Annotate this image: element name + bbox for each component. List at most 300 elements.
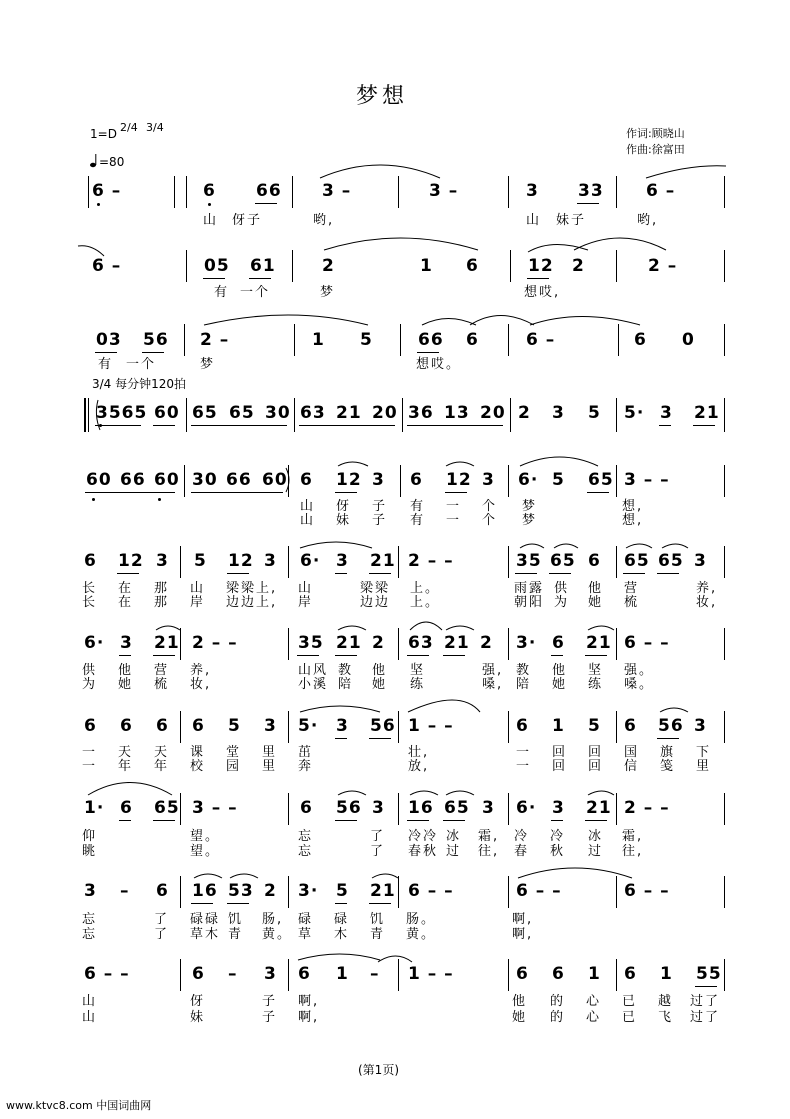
note: 65: [192, 403, 218, 423]
note: 55: [696, 964, 722, 984]
note: 6: [516, 964, 529, 984]
lyric: 有: [98, 357, 114, 372]
lyric: 的: [550, 994, 566, 1009]
lyric: 梦: [522, 513, 538, 528]
lyric: 山: [82, 1010, 98, 1025]
note: 2 – –: [624, 798, 670, 818]
lyric: 心: [586, 994, 602, 1009]
note: 2: [264, 881, 277, 901]
note: 66: [418, 330, 444, 350]
lyric: 山: [526, 213, 542, 228]
note: 6: [84, 551, 97, 571]
lyric: 他: [588, 581, 604, 596]
lyric: 天: [154, 745, 170, 760]
note: 3 – –: [624, 470, 670, 490]
lyric: 仰: [82, 829, 98, 844]
lyric: 往,: [478, 844, 500, 859]
lyric: 伢: [336, 499, 352, 514]
note: 56: [336, 798, 362, 818]
note: 60: [262, 470, 288, 490]
note: 16: [192, 881, 218, 901]
slur: [156, 626, 180, 630]
note: 21: [586, 798, 612, 818]
composer-credit: 作曲:徐富田: [626, 143, 685, 156]
note: 5·: [624, 403, 645, 423]
slur: [204, 315, 368, 325]
note: 53: [228, 881, 254, 901]
note: 65: [444, 798, 470, 818]
lyric: 了: [154, 927, 170, 942]
song-title: 梦想: [356, 84, 409, 109]
lyric: 里: [696, 759, 712, 774]
lyric: 梁梁: [360, 581, 391, 596]
lyric: 望。: [190, 844, 221, 859]
lyric: 一个: [126, 357, 157, 372]
lyric: 天: [118, 745, 134, 760]
lyric: 回: [552, 759, 568, 774]
lyric: 陪: [338, 677, 354, 692]
lyric: 她: [372, 677, 388, 692]
note: 66: [226, 470, 252, 490]
lyric: 草: [298, 927, 314, 942]
slur: [520, 457, 598, 466]
lyric: 碌: [334, 912, 350, 927]
note: 21: [370, 551, 396, 571]
lyric: 上。: [410, 581, 441, 596]
lyric: 啊,: [298, 994, 320, 1009]
lyric: 为: [82, 677, 98, 692]
lyric: 冷冷: [408, 829, 439, 844]
low-octave-dot: [92, 498, 95, 501]
lyric: 忘: [82, 927, 98, 942]
note: 2 – –: [192, 633, 238, 653]
slur: [320, 165, 440, 178]
lyric: 园: [226, 759, 242, 774]
note: 0: [682, 330, 695, 350]
note: 05: [204, 256, 230, 276]
lyric: 个: [482, 499, 498, 514]
lyric: 黄。: [262, 927, 293, 942]
note: 5: [360, 330, 373, 350]
lyric: 练: [410, 677, 426, 692]
lyric: 一: [516, 745, 532, 760]
lyric: 霜,: [478, 829, 500, 844]
note: –: [120, 881, 130, 901]
note: 6: [516, 716, 529, 736]
note: 65: [624, 551, 650, 571]
note: 1: [660, 964, 673, 984]
tempo-change: 3/4 每分钟120拍: [92, 377, 187, 391]
lyric: 她: [552, 677, 568, 692]
lyric: 梁梁上,: [226, 581, 278, 596]
note: 3: [526, 181, 539, 201]
lyric: 边边上,: [226, 595, 278, 610]
note: 6·: [84, 633, 105, 653]
note: 3: [264, 716, 277, 736]
note: 3: [264, 551, 277, 571]
note: 3: [372, 470, 385, 490]
lyric: 妆,: [696, 595, 718, 610]
lyric: 秋: [550, 844, 566, 859]
slur: [646, 166, 726, 178]
lyric: 教: [338, 663, 354, 678]
note: 21: [694, 403, 720, 423]
lyric: 山: [300, 499, 316, 514]
lyric: 春: [514, 844, 530, 859]
note: 6: [298, 964, 311, 984]
note: 21: [336, 633, 362, 653]
note: 1 – –: [408, 716, 454, 736]
lyric: 她: [118, 677, 134, 692]
slur: [410, 622, 442, 630]
lyric: 春秋: [408, 844, 439, 859]
note: 6·: [300, 551, 321, 571]
lyric: 里: [262, 745, 278, 760]
note: 3 –: [322, 181, 352, 201]
lyric: 的: [550, 1010, 566, 1025]
note: 6 – –: [408, 881, 454, 901]
lyric: 冷: [514, 829, 530, 844]
note: 5: [336, 881, 349, 901]
note: 56: [370, 716, 396, 736]
lyric: 嗓,: [482, 677, 504, 692]
note: 3: [552, 403, 565, 423]
lyric: 岸: [190, 595, 206, 610]
note: 21: [336, 403, 362, 423]
lyric: 妹: [336, 513, 352, 528]
note: 16: [408, 798, 434, 818]
slur: [422, 319, 476, 326]
lyric: 她: [588, 595, 604, 610]
note: 2 –: [200, 330, 230, 350]
lyric: 堂: [226, 745, 242, 760]
lyric: 木: [334, 927, 350, 942]
slur: [338, 462, 368, 466]
lyric: 旗: [660, 745, 676, 760]
note: 6: [466, 330, 479, 350]
note: 3: [694, 551, 707, 571]
slur: [470, 316, 534, 326]
lyric: 雨露: [514, 581, 545, 596]
note: 6: [156, 881, 169, 901]
note: 3·: [516, 633, 537, 653]
lyric: 他: [552, 663, 568, 678]
lyric: 他: [118, 663, 134, 678]
lyric: 往,: [622, 844, 644, 859]
note: 12: [336, 470, 362, 490]
lyric: 饥: [370, 912, 386, 927]
lyric: 忘: [298, 829, 314, 844]
note: 60: [154, 403, 180, 423]
lyric: 想哎,: [524, 285, 561, 300]
lyric: 心: [586, 1010, 602, 1025]
low-octave-dot: [208, 203, 211, 206]
lyric: 一: [82, 745, 98, 760]
note: 2: [480, 633, 493, 653]
lyric: 草木: [190, 927, 221, 942]
slur: [518, 868, 632, 878]
lyric: 梦: [200, 357, 216, 372]
note: 6: [192, 716, 205, 736]
lyric: 山: [300, 513, 316, 528]
note: 63: [300, 403, 326, 423]
note: 6: [156, 716, 169, 736]
note: 6·: [516, 798, 537, 818]
slur: [530, 317, 640, 326]
key-signature: 1=D: [90, 127, 117, 141]
lyric: 子: [262, 994, 278, 1009]
note: 3 – –: [192, 798, 238, 818]
note: 2: [572, 256, 585, 276]
note: 3565: [96, 403, 148, 423]
note: 3: [120, 633, 133, 653]
slur: [520, 544, 544, 548]
lyric: 想,: [622, 513, 644, 528]
lyric: 过: [446, 844, 462, 859]
lyricist-credit: 作词:顾晓山: [626, 127, 685, 140]
lyric: 过: [588, 844, 604, 859]
note: 1: [420, 256, 433, 276]
lyric: 放,: [408, 759, 430, 774]
slur: [554, 544, 578, 548]
lyric: 年: [118, 759, 134, 774]
slur: [528, 244, 588, 252]
lyric: 冷: [550, 829, 566, 844]
note: 1·: [84, 798, 105, 818]
note: 6·: [518, 470, 539, 490]
lyric: 山: [82, 994, 98, 1009]
lyric: 一: [516, 759, 532, 774]
note: 6 – –: [516, 881, 562, 901]
lyric: 青: [370, 927, 386, 942]
lyric: 朝阳: [514, 595, 545, 610]
lyric: 养,: [696, 581, 718, 596]
note: 21: [444, 633, 470, 653]
lyric: 供: [554, 581, 570, 596]
lyric: 妹: [190, 1010, 206, 1025]
tempo-marking: =80: [99, 155, 125, 169]
lyric: 黄。: [406, 927, 437, 942]
lyric: 伢: [190, 994, 206, 1009]
slur: [300, 542, 372, 548]
lyric: 山: [203, 213, 219, 228]
note: 6: [634, 330, 647, 350]
lyric: 一: [446, 513, 462, 528]
note: 56: [658, 716, 684, 736]
lyric: 课: [190, 745, 206, 760]
lyric: 啊,: [298, 1010, 320, 1025]
note: 6 – –: [624, 633, 670, 653]
note: 1: [312, 330, 325, 350]
note: 6 – –: [84, 964, 130, 984]
lyric: 校: [190, 759, 206, 774]
lyric: 冰: [446, 829, 462, 844]
lyric: 哟,: [637, 213, 659, 228]
note: 5: [194, 551, 207, 571]
note: 6 –: [92, 181, 122, 201]
lyric: 一: [446, 499, 462, 514]
lyric: 上。: [410, 595, 441, 610]
note: 2: [518, 403, 531, 423]
lyric: 那: [154, 595, 170, 610]
note: 3: [336, 716, 349, 736]
lyric: 哟,: [313, 213, 335, 228]
lyric: 他: [372, 663, 388, 678]
lyric: 坚: [588, 663, 604, 678]
lyric: 一: [82, 759, 98, 774]
lyric: 强,: [482, 663, 504, 678]
note: 6: [588, 551, 601, 571]
note: 5: [588, 716, 601, 736]
lyric: 妆,: [190, 677, 212, 692]
slur: [446, 791, 474, 795]
lyric: 梦: [522, 499, 538, 514]
note: 6: [552, 633, 565, 653]
note: 12: [118, 551, 144, 571]
note: 21: [586, 633, 612, 653]
note: 3: [552, 798, 565, 818]
lyric: 过了: [690, 994, 721, 1009]
note: 12: [528, 256, 554, 276]
slur: [194, 874, 222, 878]
note: 3: [156, 551, 169, 571]
note: 3: [482, 470, 495, 490]
lyric: 个: [482, 513, 498, 528]
note: 30: [192, 470, 218, 490]
note: 20: [372, 403, 398, 423]
lyric: 坚: [410, 663, 426, 678]
lyric: 回: [588, 745, 604, 760]
time-signature-2: 3/4: [146, 121, 164, 134]
note: 20: [480, 403, 506, 423]
note: 36: [408, 403, 434, 423]
note: 61: [250, 256, 276, 276]
note: 6: [552, 964, 565, 984]
slur: [324, 238, 478, 250]
lyric: 啊,: [512, 912, 534, 927]
lyric: 信: [624, 759, 640, 774]
slur: [662, 544, 688, 548]
lyric: 忘: [298, 844, 314, 859]
lyric: 里: [262, 759, 278, 774]
note: 6: [192, 964, 205, 984]
note: 65: [154, 798, 180, 818]
note: 6: [120, 798, 133, 818]
lyric: 梳: [624, 595, 640, 610]
lyric: 望。: [190, 829, 221, 844]
note: 03: [96, 330, 122, 350]
low-octave-dot: [99, 424, 102, 427]
lyric: 了: [154, 912, 170, 927]
note: 12: [446, 470, 472, 490]
lyric: 国: [624, 745, 640, 760]
lyric: 回: [552, 745, 568, 760]
lyric: 碌: [298, 912, 314, 927]
lyric: 冰: [588, 829, 604, 844]
note: 12: [228, 551, 254, 571]
note: 21: [370, 881, 396, 901]
note: 6: [300, 798, 313, 818]
lyric: 壮,: [408, 745, 430, 760]
lyric: 青: [228, 927, 244, 942]
note: 6 –: [526, 330, 556, 350]
lyric: 长: [82, 595, 98, 610]
lyric: 子: [372, 513, 388, 528]
lyric: 越: [658, 994, 674, 1009]
lyric: 供: [82, 663, 98, 678]
lyric: 长: [82, 581, 98, 596]
lyric: 岸: [298, 595, 314, 610]
lyric: 年: [154, 759, 170, 774]
slur: [574, 238, 666, 250]
lyric: 忘: [82, 912, 98, 927]
note: 21: [154, 633, 180, 653]
lyric: 嗓。: [624, 677, 655, 692]
note: 2 – –: [408, 551, 454, 571]
note: 3 –: [429, 181, 459, 201]
note: 6: [120, 716, 133, 736]
note: 3·: [298, 881, 319, 901]
lyric: 有: [214, 285, 230, 300]
time-signature-1: 2/4: [120, 121, 138, 134]
slur: [588, 626, 614, 630]
page-number: (第1页): [358, 1063, 399, 1077]
note: 13: [444, 403, 470, 423]
note: 65: [550, 551, 576, 571]
note: 6 –: [646, 181, 676, 201]
lyric: 练: [588, 677, 604, 692]
slur: [408, 700, 480, 712]
note: 56: [143, 330, 169, 350]
lyric: 养,: [190, 663, 212, 678]
slur: [372, 874, 398, 878]
slur: [410, 791, 438, 795]
note: 35: [516, 551, 542, 571]
note: 5·: [298, 716, 319, 736]
lyric: 子: [372, 499, 388, 514]
slur: [286, 468, 289, 492]
lyric: 那: [154, 581, 170, 596]
lyric: 强。: [624, 663, 655, 678]
lyric: 边边: [360, 595, 391, 610]
note: 65: [658, 551, 684, 571]
note: 1 – –: [408, 964, 454, 984]
note: 6 – –: [624, 881, 670, 901]
note: 6: [300, 470, 313, 490]
note: 3: [84, 881, 97, 901]
lyric: 眺: [82, 844, 98, 859]
slur: [78, 246, 104, 256]
slur: [588, 791, 614, 795]
note: 3: [372, 798, 385, 818]
note: 63: [408, 633, 434, 653]
note: 1: [588, 964, 601, 984]
slur: [378, 956, 412, 962]
lyric: 教: [516, 663, 532, 678]
note: 65: [588, 470, 614, 490]
lyric: 茁: [298, 745, 314, 760]
note: 65: [229, 403, 255, 423]
note: 6: [466, 256, 479, 276]
lyric: 一个: [240, 285, 271, 300]
note: 6: [84, 716, 97, 736]
lyric: 碌碌: [190, 912, 221, 927]
lyric: 山: [190, 581, 206, 596]
lyric: 饥: [228, 912, 244, 927]
note: 6: [203, 181, 216, 201]
lyric: 飞: [658, 1010, 674, 1025]
slur: [88, 783, 172, 796]
